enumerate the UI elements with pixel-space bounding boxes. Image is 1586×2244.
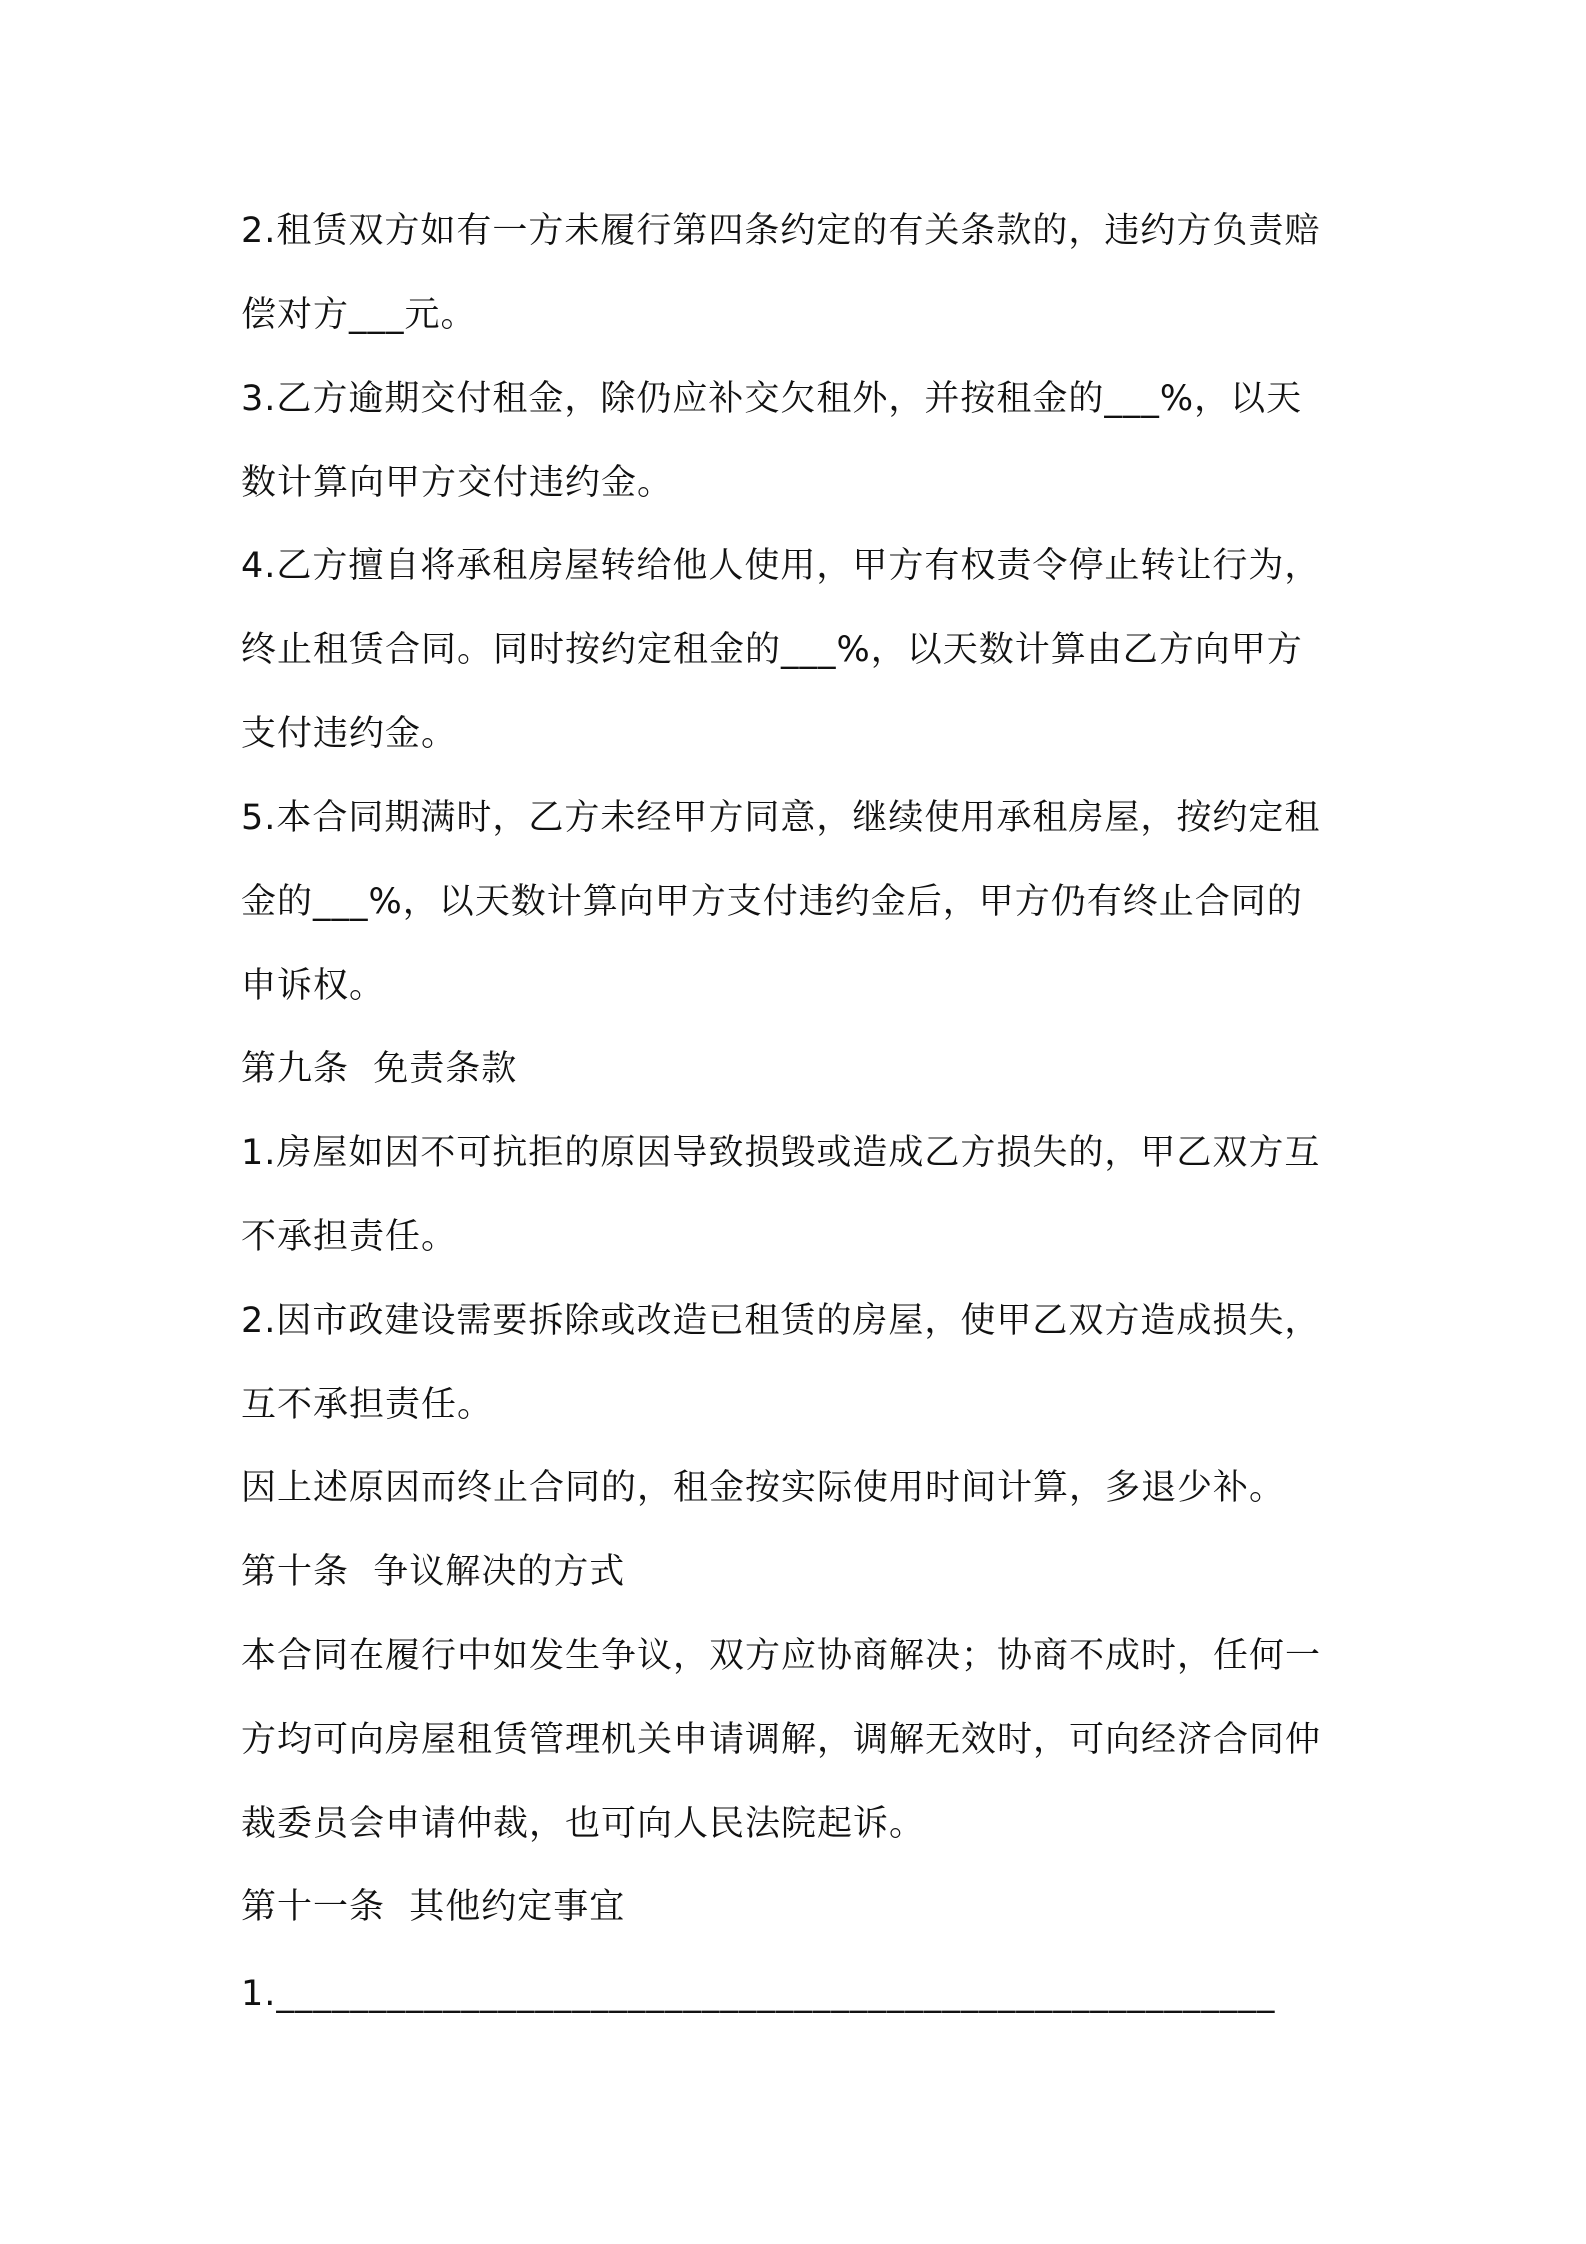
section-heading-article-10: 第十条 争议解决的方式 <box>241 1552 626 1592</box>
line-16: 因上述原因而终止合同的，租金按实际使用时间计算，多退少补。 <box>241 1468 1286 1508</box>
line-3: 3.乙方逾期交付租金，除仍应补交欠租外，并按租金的___%，以天 <box>241 379 1303 419</box>
line-8: 5.本合同期满时，乙方未经甲方同意，继续使用承租房屋，按约定租 <box>241 798 1321 838</box>
line-1: 2.租赁双方如有一方未履行第四条约定的有关条款的，违约方负责赔 <box>241 211 1321 251</box>
line-19: 方均可向房屋租赁管理机关申请调解，调解无效时，可向经济合同仲 <box>241 1720 1322 1760</box>
line-2: 偿对方___元。 <box>241 295 477 335</box>
section-heading-article-11: 第十一条 其他约定事宜 <box>241 1887 626 1927</box>
line-6: 终止租赁合同。同时按约定租金的___%，以天数计算由乙方向甲方 <box>241 630 1303 670</box>
line-5: 4.乙方擅自将承租房屋转给他人使用，甲方有权责令停止转让行为， <box>241 546 1321 586</box>
line-20: 裁委员会申请仲裁，也可向人民法院起诉。 <box>241 1804 926 1844</box>
section-heading-article-9: 第九条 免责条款 <box>241 1049 518 1089</box>
line-4: 数计算向甲方交付违约金。 <box>241 463 674 503</box>
line-22: 1.______________________________________________________ <box>241 1974 1276 2014</box>
line-10: 申诉权。 <box>241 966 386 1006</box>
line-14: 2.因市政建设需要拆除或改造已租赁的房屋，使甲乙双方造成损失， <box>241 1301 1321 1341</box>
line-9: 金的___%，以天数计算向甲方支付违约金后，甲方仍有终止合同的 <box>241 882 1303 922</box>
line-18: 本合同在履行中如发生争议，双方应协商解决；协商不成时，任何一 <box>241 1636 1322 1676</box>
line-13: 不承担责任。 <box>241 1217 458 1257</box>
line-7: 支付违约金。 <box>241 714 458 754</box>
line-12: 1.房屋如因不可抗拒的原因导致损毁或造成乙方损失的，甲乙双方互 <box>241 1133 1321 1173</box>
line-15: 互不承担责任。 <box>241 1385 494 1425</box>
